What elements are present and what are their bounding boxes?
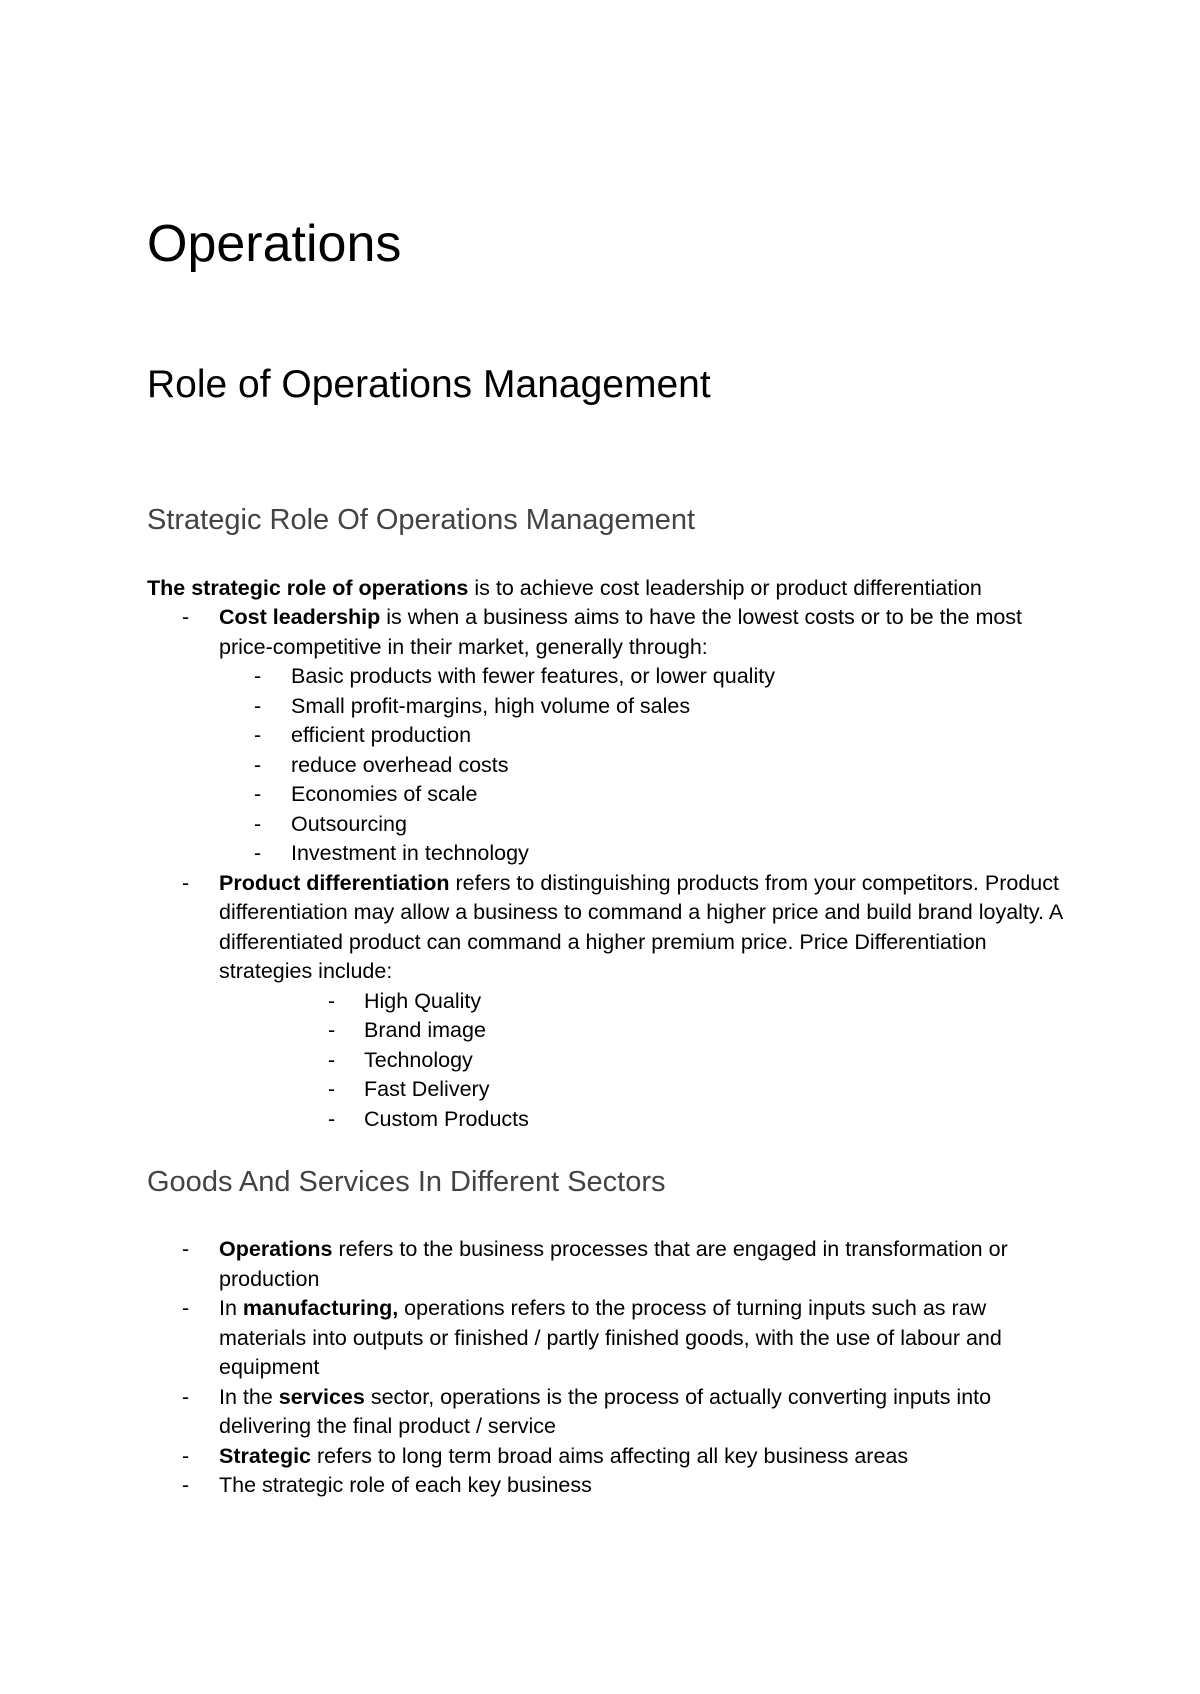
- list-item: [147, 1046, 1067, 1076]
- cost-leadership-sublist: [147, 662, 1067, 869]
- strategic-role-list: [147, 603, 1067, 1134]
- list-item-services: [147, 1383, 1067, 1442]
- list-item-strategic: [147, 1442, 1067, 1472]
- item-text: The strategic role of each key business: [219, 1473, 592, 1497]
- list-item-text: Brand image: [364, 1018, 486, 1042]
- heading-goods-and-services: Goods And Services In Different Sectors: [147, 1166, 666, 1198]
- product-differentiation-sublist: [147, 987, 1067, 1135]
- list-item: [147, 692, 1067, 722]
- product-differentiation-term: Product differentiation: [219, 870, 450, 895]
- dash-bullet: -: [182, 870, 190, 895]
- list-item: [147, 1016, 1067, 1046]
- dash-bullet: -: [182, 605, 190, 629]
- item-bold-term: Strategic: [219, 1443, 312, 1468]
- cost-leadership-text: is when a business aims to have the lowest costs or to be the most price-competitive in their market, generally through:: [219, 605, 1023, 659]
- dash-bullet: -: [182, 1443, 190, 1468]
- item-text: operations refers to the process of turning inputs such as raw materials into outputs or finished / partly finished goods, with the use of labour and equipment: [219, 1296, 1002, 1379]
- dash-bullet: -: [182, 1296, 190, 1320]
- item-bold-term: services: [278, 1384, 365, 1409]
- list-item-strategic-role-key-business: [147, 1471, 1067, 1501]
- product-differentiation-text: refers to distinguishing products from your competitors. Product differentiation may allow a business to command a higher price and build brand loyalty. A differentiated product can command a higher premium price. Price Differentiation strategies include:: [219, 870, 1062, 983]
- dash-bullet: -: [254, 693, 262, 718]
- intro-paragraph: [147, 574, 1067, 604]
- dash-bullet: -: [328, 1106, 336, 1131]
- list-item-text: Basic products with fewer features, or lower quality: [291, 664, 775, 688]
- dash-bullet: -: [182, 1237, 190, 1261]
- list-item: [147, 839, 1067, 869]
- dash-bullet: -: [254, 723, 262, 747]
- heading-role-of-operations-management: Role of Operations Management: [147, 363, 711, 406]
- list-item-text: Economies of scale: [291, 782, 478, 806]
- list-item: [147, 1075, 1067, 1105]
- intro-bold-term: The strategic role of operations: [147, 576, 469, 600]
- item-text: refers to long term broad aims affecting all key business areas: [311, 1443, 909, 1468]
- list-item-cost-leadership: [147, 603, 1067, 869]
- list-item-text: Technology: [364, 1047, 473, 1072]
- cost-leadership-term: Cost leadership: [219, 605, 381, 629]
- dash-bullet: -: [254, 752, 262, 777]
- intro-text: is to achieve cost leadership or product differentiation: [468, 576, 982, 600]
- list-item: [147, 987, 1067, 1017]
- dash-bullet: -: [182, 1473, 190, 1497]
- dash-bullet: -: [328, 1047, 336, 1072]
- list-item-operations: [147, 1235, 1067, 1294]
- dash-bullet: -: [328, 988, 336, 1013]
- list-item-product-differentiation: [147, 869, 1067, 1135]
- list-item: [147, 1105, 1067, 1135]
- dash-bullet: -: [254, 811, 262, 836]
- list-item: [147, 662, 1067, 692]
- dash-bullet: -: [182, 1384, 190, 1409]
- list-item-text: High Quality: [364, 988, 482, 1013]
- list-item: [147, 810, 1067, 840]
- list-item-text: Outsourcing: [291, 811, 407, 836]
- item-prefix: In the: [219, 1384, 279, 1409]
- item-bold-term: Operations: [219, 1237, 333, 1261]
- item-bold-term: manufacturing,: [242, 1296, 399, 1320]
- heading-strategic-role: Strategic Role Of Operations Management: [147, 504, 696, 536]
- list-item: [147, 721, 1067, 751]
- list-item-text: reduce overhead costs: [291, 752, 509, 777]
- dash-bullet: -: [254, 782, 262, 806]
- dash-bullet: -: [254, 664, 262, 688]
- list-item-text: efficient production: [291, 723, 472, 747]
- list-item-text: Small profit-margins, high volume of sales: [291, 693, 691, 718]
- dash-bullet: -: [328, 1018, 336, 1042]
- document-title: Operations: [147, 215, 402, 273]
- list-item-manufacturing: [147, 1294, 1067, 1383]
- list-item-text: Custom Products: [364, 1106, 529, 1131]
- list-item-text: Fast Delivery: [364, 1077, 490, 1101]
- dash-bullet: -: [328, 1077, 336, 1101]
- item-text: sector, operations is the process of actually converting inputs into delivering the final product / service: [219, 1384, 992, 1438]
- list-item-text: Investment in technology: [291, 841, 529, 865]
- dash-bullet: -: [254, 841, 262, 865]
- list-item: [147, 751, 1067, 781]
- list-item: [147, 780, 1067, 810]
- item-text: refers to the business processes that are engaged in transformation or production: [219, 1237, 1008, 1291]
- goods-services-list: [147, 1235, 1067, 1501]
- item-prefix: In: [219, 1296, 243, 1320]
